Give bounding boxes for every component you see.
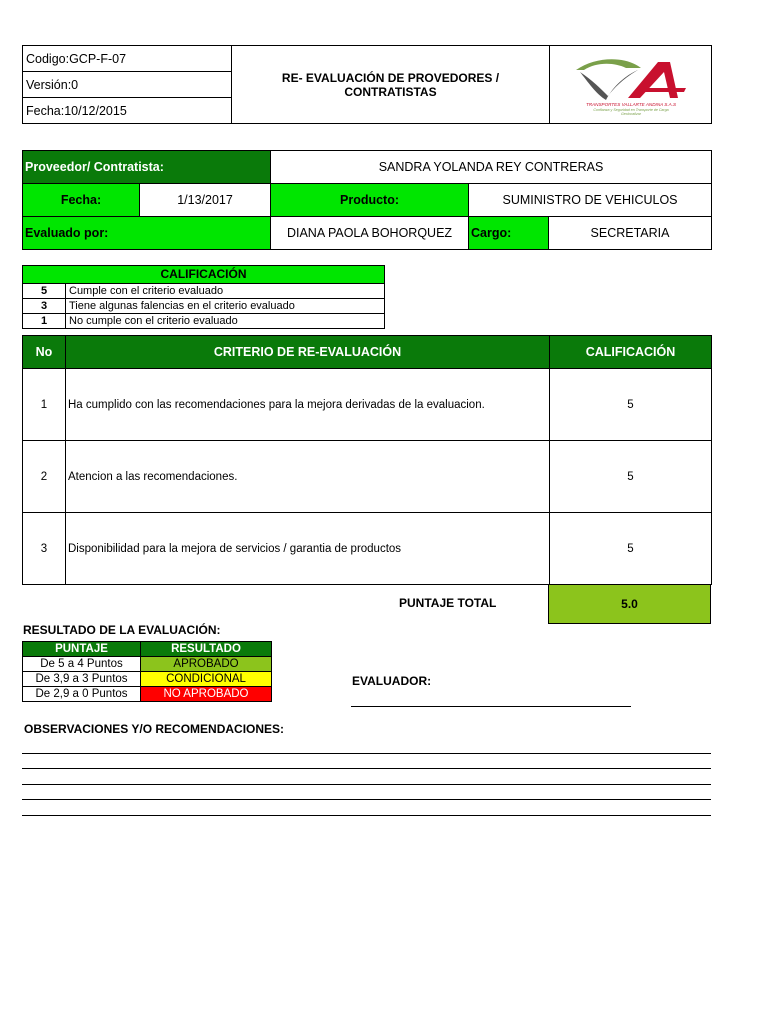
codigo-label: Codigo:GCP-F-07 <box>23 46 232 72</box>
table-row <box>23 369 712 441</box>
rating-scale <box>22 265 385 329</box>
scale-text: No cumple con el criterio evaluado <box>66 314 385 329</box>
cargo-value: SECRETARIA <box>549 217 712 250</box>
scale-text: Cumple con el criterio evaluado <box>66 284 385 299</box>
total-label: PUNTAJE TOTAL <box>399 596 497 610</box>
proveedor-label: Proveedor/ Contratista: <box>23 151 271 184</box>
scale-text: Tiene algunas falencias en el criterio evaluado <box>66 299 385 314</box>
fecha-eval-label: Fecha: <box>23 184 140 217</box>
col-calificacion-header: CALIFICACIÓN <box>550 336 712 369</box>
list-item <box>23 299 385 314</box>
logo-tagline: Geolocalizar <box>620 112 641 116</box>
document-header <box>22 45 712 124</box>
criterion-score: 5 <box>550 513 712 585</box>
table-row <box>23 687 272 702</box>
list-item <box>23 314 385 329</box>
observaciones-label: OBSERVACIONES Y/O RECOMENDACIONES: <box>24 722 285 736</box>
criterion-number: 1 <box>23 369 66 441</box>
logo-company-name: TRANSPORTES VALLARTE ANDINA S.A.S <box>585 102 676 107</box>
provider-info <box>22 150 712 250</box>
result-heading: RESULTADO DE LA EVALUACIÓN: <box>23 623 221 637</box>
proveedor-value: SANDRA YOLANDA REY CONTRERAS <box>271 151 712 184</box>
table-row <box>23 441 712 513</box>
table-row <box>23 513 712 585</box>
puntaje-range: De 3,9 a 3 Puntos <box>23 672 141 687</box>
fecha-label: Fecha:10/12/2015 <box>23 98 232 124</box>
observation-line <box>22 784 711 785</box>
criterion-text: Disponibilidad para la mejora de servicios / garantia de productos <box>66 513 550 585</box>
logo-slogan: Confianza y Seguridad en Transporte de Carga <box>592 108 669 112</box>
fecha-eval-value: 1/13/2017 <box>140 184 271 217</box>
criterion-score: 5 <box>550 369 712 441</box>
evaluado-label: Evaluado por: <box>23 217 271 250</box>
table-row <box>23 672 272 687</box>
version-label: Versión:0 <box>23 72 232 98</box>
observation-line <box>22 815 711 816</box>
col-puntaje-header: PUNTAJE <box>23 642 141 657</box>
scale-number: 5 <box>23 284 66 299</box>
cargo-label: Cargo: <box>469 217 549 250</box>
company-logo <box>550 46 712 124</box>
col-no-header: No <box>23 336 66 369</box>
producto-value: SUMINISTRO DE VEHICULOS <box>469 184 712 217</box>
criteria-table <box>22 335 712 585</box>
producto-label: Producto: <box>271 184 469 217</box>
evaluador-label: EVALUADOR: <box>352 674 432 688</box>
observation-line <box>22 799 711 800</box>
observation-line <box>22 753 711 754</box>
title-line-1: RE- EVALUACIÓN DE PROVEDORES / <box>281 70 500 85</box>
status-badge: APROBADO <box>141 657 272 672</box>
status-badge: CONDICIONAL <box>141 672 272 687</box>
criterion-score: 5 <box>550 441 712 513</box>
logo-icon <box>566 48 696 118</box>
total-score: 5.0 <box>548 584 711 624</box>
criterion-text: Ha cumplido con las recomendaciones para la mejora derivadas de la evaluacion. <box>66 369 550 441</box>
status-badge: NO APROBADO <box>141 687 272 702</box>
puntaje-range: De 2,9 a 0 Puntos <box>23 687 141 702</box>
col-resultado-header: RESULTADO <box>141 642 272 657</box>
list-item <box>23 284 385 299</box>
scale-number: 3 <box>23 299 66 314</box>
evaluador-signature-line <box>351 706 631 707</box>
criterion-text: Atencion a las recomendaciones. <box>66 441 550 513</box>
rating-scale-title: CALIFICACIÓN <box>23 266 385 284</box>
table-row <box>23 657 272 672</box>
criterion-number: 3 <box>23 513 66 585</box>
result-legend <box>22 641 272 702</box>
evaluado-value: DIANA PAOLA BOHORQUEZ <box>271 217 469 250</box>
criterion-number: 2 <box>23 441 66 513</box>
observation-line <box>22 768 711 769</box>
scale-number: 1 <box>23 314 66 329</box>
puntaje-range: De 5 a 4 Puntos <box>23 657 141 672</box>
col-criterio-header: CRITERIO DE RE-EVALUACIÓN <box>66 336 550 369</box>
title-line-2: CONTRATISTAS <box>344 84 437 99</box>
page-title <box>232 46 550 124</box>
